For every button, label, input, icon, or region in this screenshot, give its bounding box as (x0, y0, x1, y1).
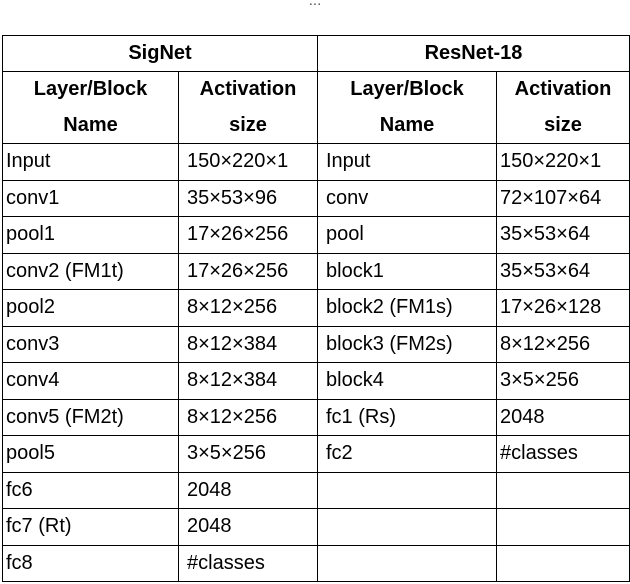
signet-layer-name: pool2 (3, 290, 179, 327)
header-resnet-activation: Activation (497, 72, 630, 108)
signet-activation-size: 17×26×256 (179, 253, 318, 290)
signet-activation-size: 2048 (179, 509, 318, 546)
header-signet-activation-line2: size (179, 108, 318, 144)
resnet-activation-size (497, 545, 630, 582)
header-resnet-name-line2: Name (318, 108, 497, 144)
resnet-layer-name: block2 (FM1s) (318, 290, 497, 327)
header-resnet-name: Layer/Block (318, 72, 497, 108)
resnet-layer-name: fc1 (Rs) (318, 399, 497, 436)
table-row (3, 472, 630, 509)
table-row (3, 144, 630, 181)
resnet-layer-name: block1 (318, 253, 497, 290)
signet-layer-name: pool5 (3, 436, 179, 473)
signet-layer-name: pool1 (3, 217, 179, 254)
resnet-layer-name: Input (318, 144, 497, 181)
signet-activation-size: 8×12×256 (179, 290, 318, 327)
resnet-layer-name (318, 545, 497, 582)
table-row (3, 326, 630, 363)
signet-activation-size: 8×12×256 (179, 399, 318, 436)
table-row (3, 290, 630, 327)
resnet-activation-size: 17×26×128 (497, 290, 630, 327)
resnet-activation-size (497, 472, 630, 509)
caption-fragment (0, 0, 630, 8)
signet-layer-name: conv2 (FM1t) (3, 253, 179, 290)
signet-activation-size: 35×53×96 (179, 180, 318, 217)
resnet-activation-size: 2048 (497, 399, 630, 436)
resnet-layer-name: fc2 (318, 436, 497, 473)
signet-activation-size: 8×12×384 (179, 326, 318, 363)
table-row (3, 253, 630, 290)
signet-activation-size: 3×5×256 (179, 436, 318, 473)
table-body (3, 144, 630, 582)
resnet-activation-size: 150×220×1 (497, 144, 630, 181)
table-row (3, 217, 630, 254)
header-signet-name: Layer/Block (3, 72, 179, 108)
resnet-activation-size: 8×12×256 (497, 326, 630, 363)
signet-layer-name: conv3 (3, 326, 179, 363)
header-signet-activation: Activation (179, 72, 318, 108)
resnet-activation-size: 3×5×256 (497, 363, 630, 400)
table-row (3, 399, 630, 436)
resnet-layer-name: conv (318, 180, 497, 217)
group-resnet18: ResNet-18 (318, 36, 630, 72)
resnet-activation-size: 35×53×64 (497, 217, 630, 254)
table-row (3, 545, 630, 582)
resnet-layer-name (318, 472, 497, 509)
resnet-layer-name: block4 (318, 363, 497, 400)
signet-layer-name: conv1 (3, 180, 179, 217)
column-header-row-1 (3, 72, 630, 108)
resnet-layer-name: pool (318, 217, 497, 254)
signet-activation-size: 17×26×256 (179, 217, 318, 254)
resnet-layer-name (318, 509, 497, 546)
table-row (3, 180, 630, 217)
signet-layer-name: Input (3, 144, 179, 181)
signet-layer-name: conv4 (3, 363, 179, 400)
resnet-activation-size: 35×53×64 (497, 253, 630, 290)
signet-activation-size: 150×220×1 (179, 144, 318, 181)
group-header-row (3, 36, 630, 72)
resnet-layer-name: block3 (FM2s) (318, 326, 497, 363)
signet-activation-size: 2048 (179, 472, 318, 509)
header-resnet-activation-line2: size (497, 108, 630, 144)
signet-layer-name: fc8 (3, 545, 179, 582)
signet-activation-size: 8×12×384 (179, 363, 318, 400)
resnet-activation-size: 72×107×64 (497, 180, 630, 217)
group-signet: SigNet (3, 36, 318, 72)
column-header-row-2 (3, 108, 630, 144)
signet-layer-name: fc6 (3, 472, 179, 509)
header-signet-name-line2: Name (3, 108, 179, 144)
resnet-activation-size: #classes (497, 436, 630, 473)
table-row (3, 509, 630, 546)
table-row (3, 363, 630, 400)
signet-layer-name: conv5 (FM2t) (3, 399, 179, 436)
table-row (3, 436, 630, 473)
resnet-activation-size (497, 509, 630, 546)
signet-activation-size: #classes (179, 545, 318, 582)
signet-layer-name: fc7 (Rt) (3, 509, 179, 546)
architecture-table (2, 35, 630, 582)
